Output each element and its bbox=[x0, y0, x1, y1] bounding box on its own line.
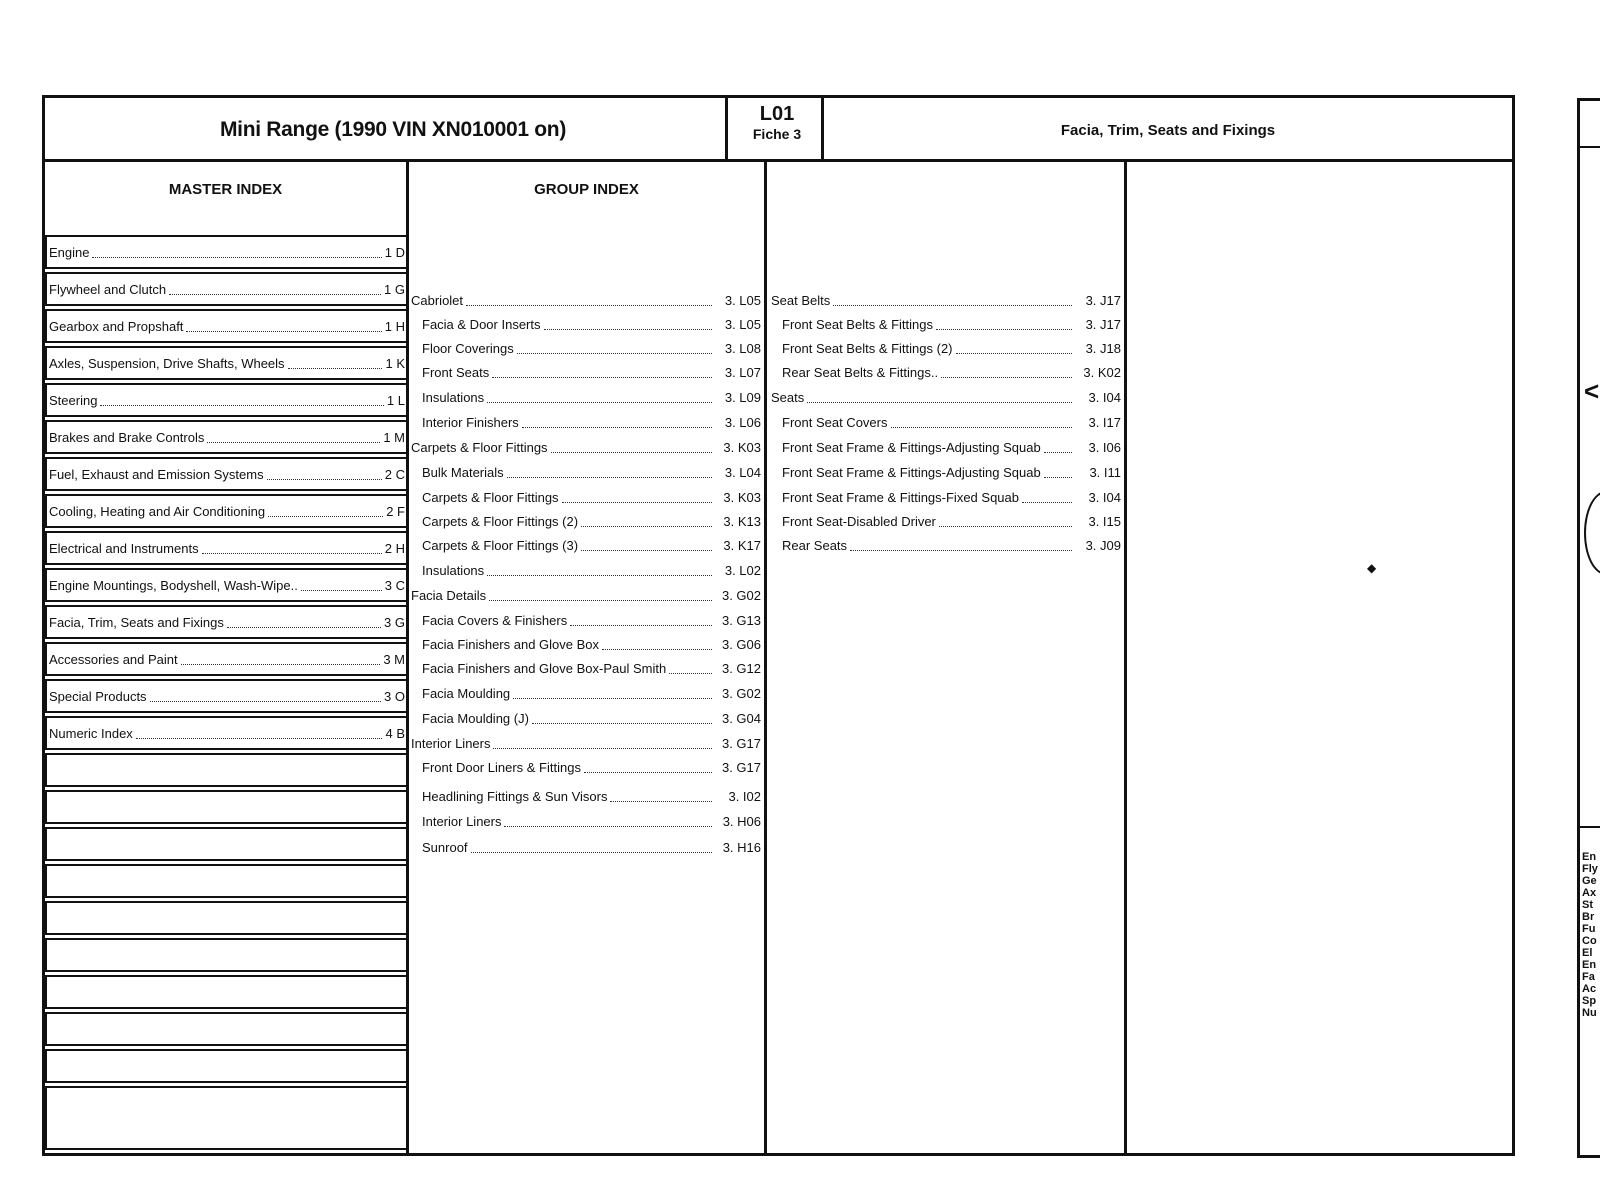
item-label: Brakes and Brake Controls bbox=[49, 429, 205, 445]
item-code: 3. L08 bbox=[724, 340, 761, 356]
group-index-item[interactable] bbox=[411, 437, 761, 457]
item-label: Front Seat Frame & Fittings-Adjusting Squab bbox=[782, 464, 1041, 480]
item-code: 3. I04 bbox=[1088, 489, 1121, 505]
group-index-item[interactable] bbox=[422, 487, 761, 507]
item-label: Engine bbox=[49, 244, 90, 260]
circle-icon bbox=[1584, 491, 1600, 575]
master-index-item[interactable] bbox=[45, 235, 409, 269]
group-index-item[interactable] bbox=[771, 387, 1121, 407]
item-code: 1 K bbox=[385, 355, 405, 371]
item-label: Interior Liners bbox=[422, 813, 502, 829]
group-index-item[interactable] bbox=[422, 412, 761, 432]
item-code: 3. G17 bbox=[721, 735, 761, 751]
group-index-item[interactable] bbox=[422, 757, 761, 777]
group-index-item[interactable] bbox=[422, 786, 761, 806]
adjacent-fiche-edge bbox=[1577, 98, 1600, 1158]
item-code: 1 H bbox=[384, 318, 405, 334]
group-index-item[interactable] bbox=[422, 362, 761, 382]
item-label: Special Products bbox=[49, 688, 147, 704]
item-code: 3. K03 bbox=[723, 489, 761, 505]
item-label: Headlining Fittings & Sun Visors bbox=[422, 788, 608, 804]
fiche-code-main: L01 bbox=[759, 103, 795, 125]
group-index-item[interactable] bbox=[422, 683, 761, 703]
fiche-code-sub: Fiche 3 bbox=[752, 126, 802, 142]
item-label: Bulk Materials bbox=[422, 464, 504, 480]
item-label: Front Door Liners & Fittings bbox=[422, 759, 581, 775]
item-code: 3. H06 bbox=[722, 813, 761, 829]
side-index-list bbox=[1582, 851, 1600, 1019]
item-label: Front Seat Belts & Fittings bbox=[782, 316, 934, 332]
side-index-item: Fa bbox=[1582, 971, 1595, 983]
item-code: 3. L02 bbox=[724, 562, 761, 578]
item-label: Rear Seats bbox=[782, 537, 848, 553]
item-label: Gearbox and Propshaft bbox=[49, 318, 184, 334]
side-index-item: Ge bbox=[1582, 875, 1597, 887]
item-code: 3 G bbox=[384, 614, 405, 630]
master-index-empty-row bbox=[45, 827, 409, 861]
item-code: 3. L06 bbox=[724, 414, 761, 430]
item-label: Facia Finishers and Glove Box bbox=[422, 636, 600, 652]
section-title: Facia, Trim, Seats and Fixings bbox=[1060, 121, 1276, 139]
item-code: 2 C bbox=[384, 466, 405, 482]
item-code: 2 H bbox=[384, 540, 405, 556]
side-index-item: Fly bbox=[1582, 863, 1598, 875]
group-index-item[interactable] bbox=[782, 437, 1121, 457]
master-index-empty-row bbox=[45, 901, 409, 935]
master-index-empty-row bbox=[45, 938, 409, 972]
master-index-empty-row bbox=[45, 753, 409, 787]
master-index-item[interactable] bbox=[45, 272, 409, 306]
item-label: Front Seat Belts & Fittings (2) bbox=[782, 340, 953, 356]
side-index-item: Nu bbox=[1582, 1007, 1597, 1019]
group-index-item[interactable] bbox=[422, 511, 761, 531]
item-code: 3. I04 bbox=[1088, 389, 1121, 405]
item-label: Facia, Trim, Seats and Fixings bbox=[49, 614, 224, 630]
column-divider bbox=[1124, 159, 1127, 1153]
master-index-item[interactable] bbox=[45, 420, 409, 454]
group-index-item[interactable] bbox=[422, 560, 761, 580]
item-label: Front Seats bbox=[422, 364, 490, 380]
master-index-item[interactable] bbox=[45, 716, 409, 750]
item-label: Engine Mountings, Bodyshell, Wash-Wipe.. bbox=[49, 577, 298, 593]
item-label: Interior Finishers bbox=[422, 414, 519, 430]
item-label: Facia & Door Inserts bbox=[422, 316, 541, 332]
item-label: Electrical and Instruments bbox=[49, 540, 199, 556]
fiche-code bbox=[728, 102, 826, 162]
group-index-item[interactable] bbox=[422, 387, 761, 407]
group-index-item[interactable] bbox=[782, 412, 1121, 432]
group-index-item[interactable] bbox=[422, 634, 761, 654]
item-label: Facia Details bbox=[411, 587, 487, 603]
master-index-item[interactable] bbox=[45, 679, 409, 713]
item-code: 2 F bbox=[386, 503, 405, 519]
item-code: 3 M bbox=[383, 651, 405, 667]
side-index-item: En bbox=[1582, 959, 1597, 971]
group-index-item[interactable] bbox=[771, 290, 1121, 310]
group-index-item[interactable] bbox=[422, 610, 761, 630]
group-index-item[interactable] bbox=[782, 462, 1121, 482]
item-code: 3. G02 bbox=[721, 685, 761, 701]
group-index-item[interactable] bbox=[782, 511, 1121, 531]
item-code: 3. G13 bbox=[721, 612, 761, 628]
item-label: Insulations bbox=[422, 562, 485, 578]
side-index-item: En bbox=[1582, 851, 1597, 863]
item-code: 1 D bbox=[384, 244, 405, 260]
item-code: 3. L05 bbox=[724, 292, 761, 308]
side-index-item: Co bbox=[1582, 935, 1597, 947]
item-label: Front Seat Frame & Fittings-Adjusting Squab bbox=[782, 439, 1041, 455]
side-index-item: Sp bbox=[1582, 995, 1597, 1007]
item-code: 3. J17 bbox=[1085, 316, 1121, 332]
side-index-item: Fu bbox=[1582, 923, 1596, 935]
group-index-item[interactable] bbox=[782, 314, 1121, 334]
item-label: Seats bbox=[771, 389, 805, 405]
group-index-item[interactable] bbox=[782, 338, 1121, 358]
master-index-item[interactable] bbox=[45, 383, 409, 417]
group-index-item[interactable] bbox=[422, 314, 761, 334]
item-code: 3. K13 bbox=[723, 513, 761, 529]
item-label: Interior Liners bbox=[411, 735, 491, 751]
item-code: 3. K02 bbox=[1083, 364, 1121, 380]
item-label: Facia Covers & Finishers bbox=[422, 612, 568, 628]
chevron-left-icon: < bbox=[1584, 376, 1600, 406]
column-divider bbox=[764, 159, 767, 1153]
master-index-empty-row bbox=[45, 1012, 409, 1046]
master-index-empty-row bbox=[45, 1086, 409, 1150]
item-label: Front Seat-Disabled Driver bbox=[782, 513, 936, 529]
item-code: 3. H16 bbox=[722, 839, 761, 855]
group-index-item[interactable] bbox=[422, 535, 761, 555]
fiche-sheet bbox=[42, 95, 1515, 1156]
side-index-item: El bbox=[1582, 947, 1593, 959]
group-index-item[interactable] bbox=[411, 585, 761, 605]
group-index-item[interactable] bbox=[422, 837, 761, 857]
group-index-item[interactable] bbox=[422, 462, 761, 482]
item-label: Cabriolet bbox=[411, 292, 464, 308]
item-label: Facia Finishers and Glove Box-Paul Smith bbox=[422, 660, 667, 676]
item-label: Insulations bbox=[422, 389, 485, 405]
master-index-item[interactable] bbox=[45, 605, 409, 639]
item-label: Carpets & Floor Fittings bbox=[422, 489, 559, 505]
item-code: 3. K17 bbox=[723, 537, 761, 553]
master-index-item[interactable] bbox=[45, 531, 409, 565]
item-code: 3. I11 bbox=[1089, 464, 1121, 480]
item-label: Carpets & Floor Fittings (3) bbox=[422, 537, 579, 553]
stray-mark: ◆ bbox=[1367, 561, 1377, 575]
item-code: 3. I02 bbox=[728, 788, 761, 804]
item-code: 1 L bbox=[386, 392, 405, 408]
item-label: Sunroof bbox=[422, 839, 468, 855]
item-code: 3. L07 bbox=[724, 364, 761, 380]
item-label: Cooling, Heating and Air Conditioning bbox=[49, 503, 266, 519]
item-label: Facia Moulding (J) bbox=[422, 710, 529, 726]
item-code: 3. G06 bbox=[721, 636, 761, 652]
side-index-item: Ac bbox=[1582, 983, 1597, 995]
item-label: Facia Moulding bbox=[422, 685, 511, 701]
group-index-heading: GROUP INDEX bbox=[534, 181, 639, 198]
item-label: Floor Coverings bbox=[422, 340, 514, 356]
group-index-item[interactable] bbox=[782, 535, 1121, 555]
item-code: 3. G04 bbox=[721, 710, 761, 726]
item-code: 4 B bbox=[385, 725, 405, 741]
item-label: Steering bbox=[49, 392, 98, 408]
item-code: 3. L09 bbox=[724, 389, 761, 405]
item-label: Fuel, Exhaust and Emission Systems bbox=[49, 466, 264, 482]
master-index-empty-row bbox=[45, 790, 409, 824]
group-index-item[interactable] bbox=[422, 658, 761, 678]
master-index-item[interactable] bbox=[45, 309, 409, 343]
group-index-item[interactable] bbox=[782, 362, 1121, 382]
item-label: Accessories and Paint bbox=[49, 651, 178, 667]
master-index-item[interactable] bbox=[45, 642, 409, 676]
item-code: 3. I17 bbox=[1088, 414, 1121, 430]
side-index-item: St bbox=[1582, 899, 1593, 911]
group-index-item[interactable] bbox=[422, 338, 761, 358]
master-index-empty-row bbox=[45, 975, 409, 1009]
item-code: 3 O bbox=[384, 688, 405, 704]
item-code: 3. J09 bbox=[1085, 537, 1121, 553]
item-label: Carpets & Floor Fittings bbox=[411, 439, 548, 455]
master-index-item[interactable] bbox=[45, 568, 409, 602]
item-code: 3. G02 bbox=[721, 587, 761, 603]
side-index-item: Ax bbox=[1582, 887, 1597, 899]
item-code: 3. I15 bbox=[1088, 513, 1121, 529]
master-index-item[interactable] bbox=[45, 457, 409, 491]
item-label: Numeric Index bbox=[49, 725, 133, 741]
master-index-heading: MASTER INDEX bbox=[168, 181, 283, 198]
master-index-item[interactable] bbox=[45, 346, 409, 380]
item-code: 3. J18 bbox=[1085, 340, 1121, 356]
group-index-item[interactable] bbox=[411, 733, 761, 753]
group-index-item[interactable] bbox=[411, 290, 761, 310]
master-index-empty-row bbox=[45, 1049, 409, 1083]
item-code: 1 M bbox=[383, 429, 405, 445]
item-label: Seat Belts bbox=[771, 292, 831, 308]
item-code: 3. K03 bbox=[723, 439, 761, 455]
item-label: Rear Seat Belts & Fittings.. bbox=[782, 364, 939, 380]
item-label: Front Seat Covers bbox=[782, 414, 888, 430]
item-code: 1 G bbox=[384, 281, 405, 297]
group-index-item[interactable] bbox=[782, 487, 1121, 507]
item-code: 3 C bbox=[384, 577, 405, 593]
side-index-item: Br bbox=[1582, 911, 1595, 923]
item-code: 3. G17 bbox=[721, 759, 761, 775]
group-index-item[interactable] bbox=[422, 811, 761, 831]
item-code: 3. L04 bbox=[724, 464, 761, 480]
header-divider bbox=[45, 159, 1512, 162]
master-index-item[interactable] bbox=[45, 494, 409, 528]
item-label: Carpets & Floor Fittings (2) bbox=[422, 513, 579, 529]
item-label: Flywheel and Clutch bbox=[49, 281, 167, 297]
item-label: Front Seat Frame & Fittings-Fixed Squab bbox=[782, 489, 1019, 505]
master-index-empty-row bbox=[45, 864, 409, 898]
page-title: Mini Range (1990 VIN XN010001 on) bbox=[219, 118, 567, 141]
item-label: Axles, Suspension, Drive Shafts, Wheels bbox=[49, 355, 285, 371]
item-code: 3. G12 bbox=[721, 660, 761, 676]
item-code: 3. L05 bbox=[724, 316, 761, 332]
item-code: 3. I06 bbox=[1088, 439, 1121, 455]
group-index-item[interactable] bbox=[422, 708, 761, 728]
item-code: 3. J17 bbox=[1085, 292, 1121, 308]
